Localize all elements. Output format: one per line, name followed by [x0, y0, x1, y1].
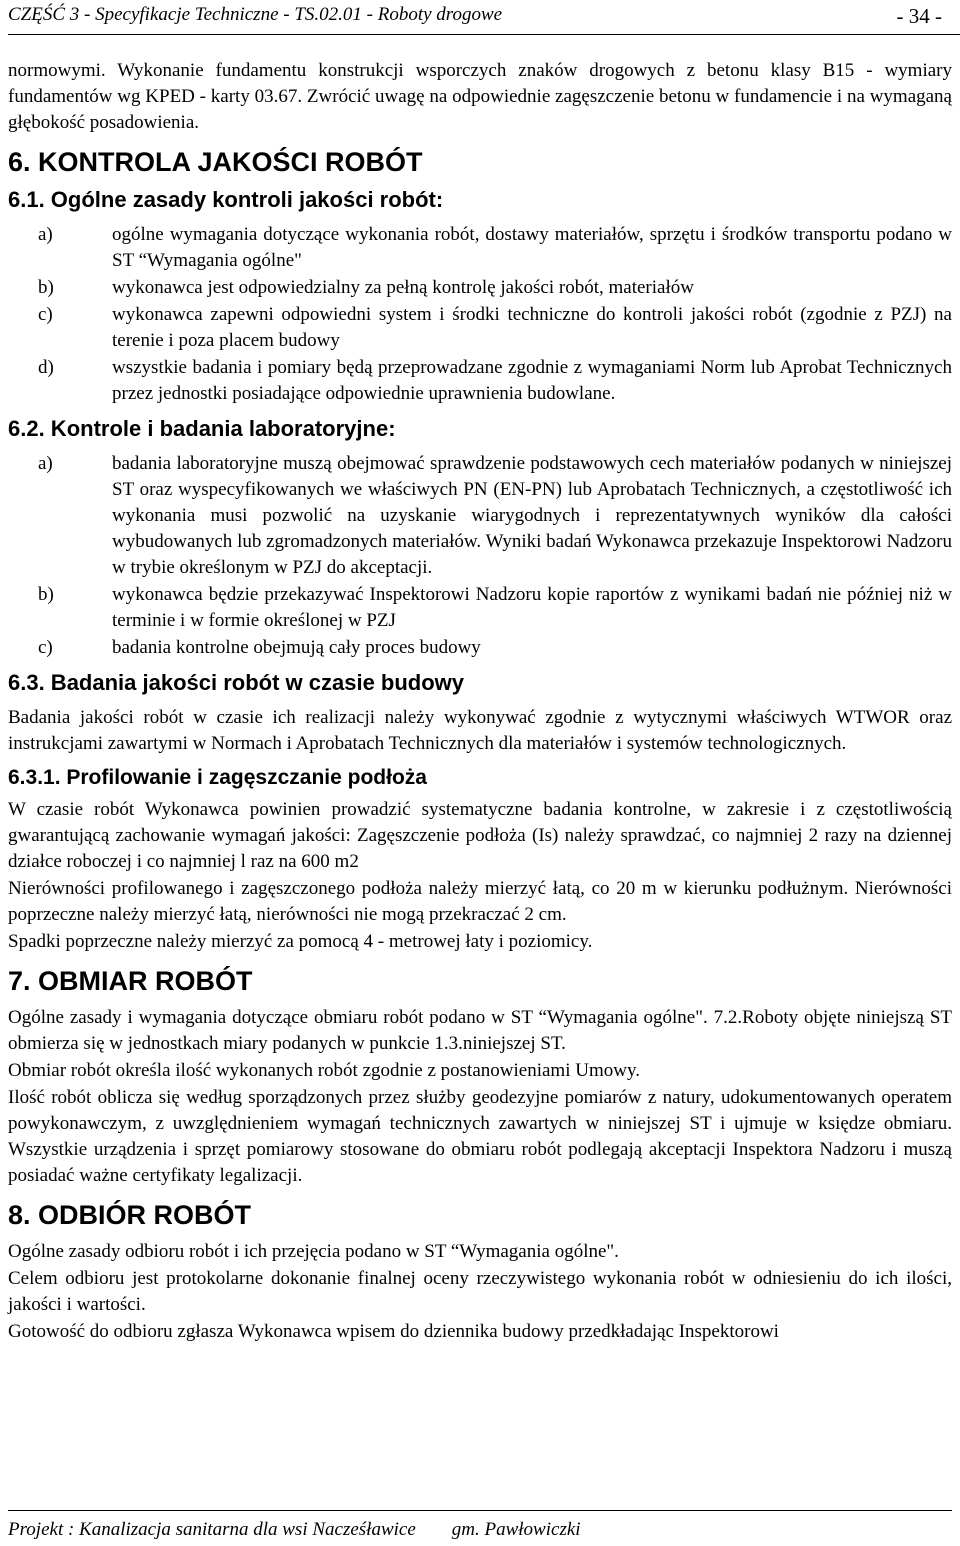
- list-item-text: wszystkie badania i pomiary będą przeprowadzane zgodnie z wymaganiami Norm lub Aprobat Technicznych przez jednostki posiadające odpowiednie uprawnienia budowlane.: [112, 357, 952, 404]
- list-item-text: wykonawca zapewni odpowiedni system i środki techniczne do kontroli jakości robót (zgodnie z PZJ) na terenie i poza placem budowy: [112, 304, 952, 351]
- page-header: [8, 2, 960, 32]
- list-marker: a): [38, 453, 53, 474]
- section-6-3-heading: 6.3. Badania jakości robót w czasie budowy: [8, 670, 465, 695]
- list-item: [8, 451, 952, 581]
- intro-paragraph: normowymi. Wykonanie fundamentu konstrukcji wsporczych znaków drogowych z betonu klasy B15 - wymiary fundamentów wg KPED - karty 03.67. Zwrócić uwagę na odpowiednie zagęszczenie betonu w fundamencie i na wymaganą głębokość posadowienia.: [8, 60, 952, 133]
- list-item: [8, 275, 952, 301]
- list-marker: b): [38, 277, 54, 298]
- paragraph: Ilość robót oblicza się według sporządzonych przez służby geodezyjne pomiarów z natury, udokumentowanych operatem powykonawczym, z uwzględnieniem wymagań technicznych zawartych w niniejszej ST i ujmuje w księdze obmiaru. Wszystkie urządzenia i sprzęt pomiarowy stosowane do obmiaru robót podlegają akceptacji Inspektora Nadzoru i muszą posiadać ważne certyfikaty legalizacji.: [8, 1087, 952, 1186]
- page-footer: [8, 1510, 952, 1541]
- list-item-text: badania kontrolne obejmują cały proces budowy: [112, 637, 481, 658]
- list-item-text: wykonawca będzie przekazywać Inspektorowi Nadzoru kopie raportów z wynikami badań nie później niż w terminie i w formie określonej w PZJ: [112, 584, 952, 631]
- paragraph: Ogólne zasady i wymagania dotyczące obmiaru robót podano w ST “Wymagania ogólne". 7.2.Roboty objęte niniejszą ST obmierza się w jednostkach miary podanych w punkcie 1.3.niniejszej ST.: [8, 1007, 952, 1054]
- section-6-3-paragraph: Badania jakości robót w czasie ich realizacji należy wykonywać zgodnie z wytycznymi właściwych WTWOR oraz instrukcjami zawartymi w Normach i Aprobatach Technicznych dla materiałów i systemów technologicznych.: [8, 707, 952, 754]
- section-6-2-heading: 6.2. Kontrole i badania laboratoryjne:: [8, 416, 396, 441]
- section-7-heading: 7. OBMIAR ROBÓT: [8, 966, 253, 996]
- paragraph: Celem odbioru jest protokolarne dokonanie finalnej oceny rzeczywistego wykonania robót w odniesieniu do ich ilości, jakości i wartości.: [8, 1268, 952, 1315]
- footer-rule: [8, 1510, 952, 1511]
- list-item-text: ogólne wymagania dotyczące wykonania robót, dostawy materiałów, sprzętu i środków transportu podano w ST “Wymagania ogólne": [112, 224, 952, 271]
- section-6-1-heading: 6.1. Ogólne zasady kontroli jakości robót:: [8, 187, 444, 212]
- section-6-3-1-heading: 6.3.1. Profilowanie i zagęszczanie podłoża: [8, 766, 427, 789]
- list-item-text: badania laboratoryjne muszą obejmować sprawdzenie podstawowych cech materiałów podanych w niniejszej ST oraz wyspecyfikowanych we właściwych PN (EN-PN) lub Aprobatach Technicznych, a częstotliwość ich wykonania musi pozwolić na uzyskanie wiarygodnych i reprezentatywnych wyników dla całości wybudowanych lub zgromadzonych materiałów. Wyniki badań Wykonawca przekazuje Inspektorowi Nadzoru w trybie określonym w PZJ do akceptacji.: [112, 453, 952, 578]
- paragraph: Ogólne zasady odbioru robót i ich przejęcia podano w ST “Wymagania ogólne".: [8, 1241, 619, 1262]
- section-6-heading: 6. KONTROLA JAKOŚCI ROBÓT: [8, 147, 423, 177]
- paragraph: Obmiar robót określa ilość wykonanych robót zgodnie z postanowieniami Umowy.: [8, 1060, 640, 1081]
- list-item: [8, 582, 952, 634]
- paragraph: W czasie robót Wykonawca powinien prowadzić systematyczne badania kontrolne, w zakresie i z częstotliwością gwarantującą zachowanie wymagań jakości: Zagęszczenie podłoża (Is) należy sprawdzać, co najmniej 2 razy na dziennej działce roboczej i co najmniej l raz na 600 m2: [8, 799, 952, 872]
- list-marker: c): [38, 637, 53, 658]
- header-title: CZĘŚĆ 3 - Specyfikacje Techniczne - TS.02.01 - Roboty drogowe: [8, 4, 503, 25]
- list-item: [8, 222, 952, 274]
- header-rule: [8, 34, 960, 35]
- list-marker: b): [38, 584, 54, 605]
- section-8-heading: 8. ODBIÓR ROBÓT: [8, 1200, 252, 1230]
- paragraph: Gotowość do odbioru zgłasza Wykonawca wpisem do dziennika budowy przedkładając Inspektorowi: [8, 1321, 779, 1342]
- footer-project: Projekt : Kanalizacja sanitarna dla wsi Nacześławice: [8, 1519, 416, 1540]
- paragraph: Nierówności profilowanego i zagęszczonego podłoża należy mierzyć łatą, co 20 m w kierunku podłużnym. Nierówności poprzeczne należy mierzyć łatą, nierówności nie mogą przekraczać 2 cm.: [8, 878, 952, 925]
- page-number: - 34 -: [896, 4, 942, 28]
- list-item: [8, 355, 952, 407]
- footer-gmina: gm. Pawłowiczki: [451, 1519, 581, 1540]
- list-marker: a): [38, 224, 53, 245]
- list-marker: d): [38, 357, 54, 378]
- list-item: [8, 635, 952, 661]
- list-item: [8, 302, 952, 354]
- paragraph: Spadki poprzeczne należy mierzyć za pomocą 4 - metrowej łaty i poziomicy.: [8, 931, 593, 952]
- document-body: [8, 58, 952, 1346]
- list-marker: c): [38, 304, 53, 325]
- list-item-text: wykonawca jest odpowiedzialny za pełną kontrolę jakości robót, materiałów: [112, 277, 694, 298]
